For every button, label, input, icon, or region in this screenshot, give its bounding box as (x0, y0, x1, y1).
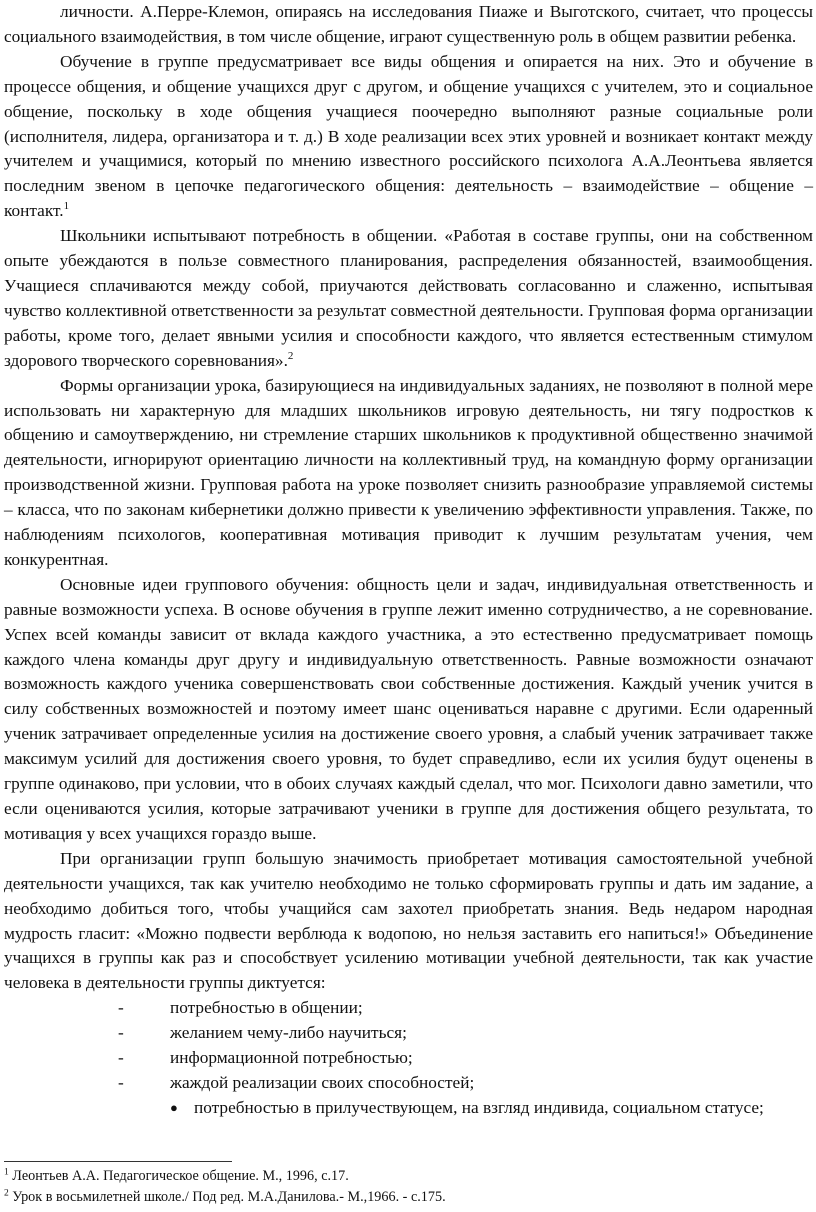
paragraph: Обучение в группе предусматривает все виды общения и опирается на них. Это и обучение в процессе общения, и общение учащихся друг с другом, и общение учащихся с учителем, это и социальное общение, поскольку в ходе общения учащиеся поочередно выполняют разные социальные роли (исполнителя, лидера, организатора и т. д.) В ходе реализации всех этих уровней и возникает контакт между учителем и учащимися, который по мнению известного российского психолога А.А.Леонтьева является последним звеном в цепочке педагогического общения: деятельность – взаимодействие – общение – контакт.$^1$ (4, 51, 813, 221)
list-item: - потребностью в общении; (0, 996, 816, 1021)
dash-marker: - (118, 1072, 124, 1092)
bullet-icon: ● (170, 1099, 178, 1115)
footnote-ref[interactable]: 1 (63, 200, 70, 213)
paragraph: Основные идеи группового обучения: общность цели и задач, индивидуальная ответственность и равные возможности успеха. В основе обучения в группе лежит именно сотрудничество, а не соревнование. Успех всей команды зависит от вклада каждого участника, а это естественно предусматривает помощь каждого члена команды друг другу и индивидуальную ответственность. Равные возможности означают возможность каждого ученика совершенствовать свои собственные достижения. Каждый ученик учится в силу собственных возможностей и поэтому имеет шанс оцениваться наравне с другими. Если одаренный ученик затрачивает определенные усилия на достижение своего уровня, а слабый ученик затрачивает также максимум усилий для достижения своего уровня, то будет справедливо, если их усилия будут оценены в группе одинаково, при условии, что в обоих случаях каждый сделал, что мог. Психологи давно заметили, что если оцениваются усилия, которые затрачивают ученики в группе для достижения общего результата, то мотивация у всех учащихся гораздо выше. (4, 574, 813, 843)
dash-marker: - (118, 1048, 124, 1068)
dash-marker: - (118, 1023, 124, 1043)
footnote: $^2$ Урок в восьмилетней школе./ Под ред. М.А.Данилова.- М.,1966. - с.175. (4, 1188, 446, 1205)
list-item: ● потребностью в прилучествующем, на взгляд индивида, социальном статусе; (0, 1096, 816, 1121)
list-item: - желанием чему-либо научиться; (0, 1021, 816, 1046)
footnotes (4, 1166, 804, 1208)
list-item: - жаждой реализации своих способностей; (0, 1071, 816, 1096)
paragraph: Школьники испытывают потребность в общении. «Работая в составе группы, они на собственном опыте убеждаются в пользе совместного планирования, распределения обязанностей, взаимообщения. Учащиеся сплачиваются между собой, приучаются действовать согласованно и слаженно, испытывая чувство коллективной ответственности за результат совместной деятельности. Групповая форма организации работы, кроме того, делает явными усилия и способности каждого, что является естественным стимулом здорового творческого соревнования».$^2$ (4, 226, 813, 370)
list-item: - информационной потребностью; (0, 1046, 816, 1071)
footnote: $^1$ Леонтьев А.А. Педагогическое общение. М., 1996, с.17. (4, 1167, 349, 1184)
dash-marker: - (118, 998, 124, 1018)
paragraph: Формы организации урока, базирующиеся на индивидуальных заданиях, не позволяют в полной мере использовать ни характерную для младших школьников игровую деятельность, ни тягу подростков к общению и самоутверждению, ни стремление старших школьников к продуктивной общественно значимой деятельности, игнорируют ориентацию личности на коллективный труд, на командную форму организации производственной жизни. Групповая работа на уроке позволяет снизить разнообразие управляемой системы – класса, что по законам кибернетики должно привести к увеличению эффективности управления. Также, по наблюдениям психологов, кооперативная мотивация приводит к лучшим результатам учения, чем конкурентная. (4, 375, 813, 569)
footnote-ref[interactable]: 2 (287, 349, 294, 362)
needs-list (0, 996, 816, 1121)
paragraph: При организации групп большую значимость приобретает мотивация самостоятельной учебной деятельности учащихся, так как учителю необходимо не только сформировать группы и дать им задание, а необходимо добиться того, чтобы учащийся сам захотел приобретать знания. Ведь недаром народная мудрость гласит: «Можно подвести верблюда к водопою, но нельзя заставить его напиться!» Объединение учащихся в группы как раз и способствует усилению мотивации учебной деятельности, так как участие человека в деятельности группы диктуется: (4, 848, 813, 993)
footnote-separator (4, 1161, 232, 1162)
paragraph: личности. А.Перре-Клемон, опираясь на исследования Пиаже и Выготского, считает, что процессы социального взаимодействия, в том числе общение, играют существенную роль в общем развитии ребенка. (4, 2, 813, 46)
